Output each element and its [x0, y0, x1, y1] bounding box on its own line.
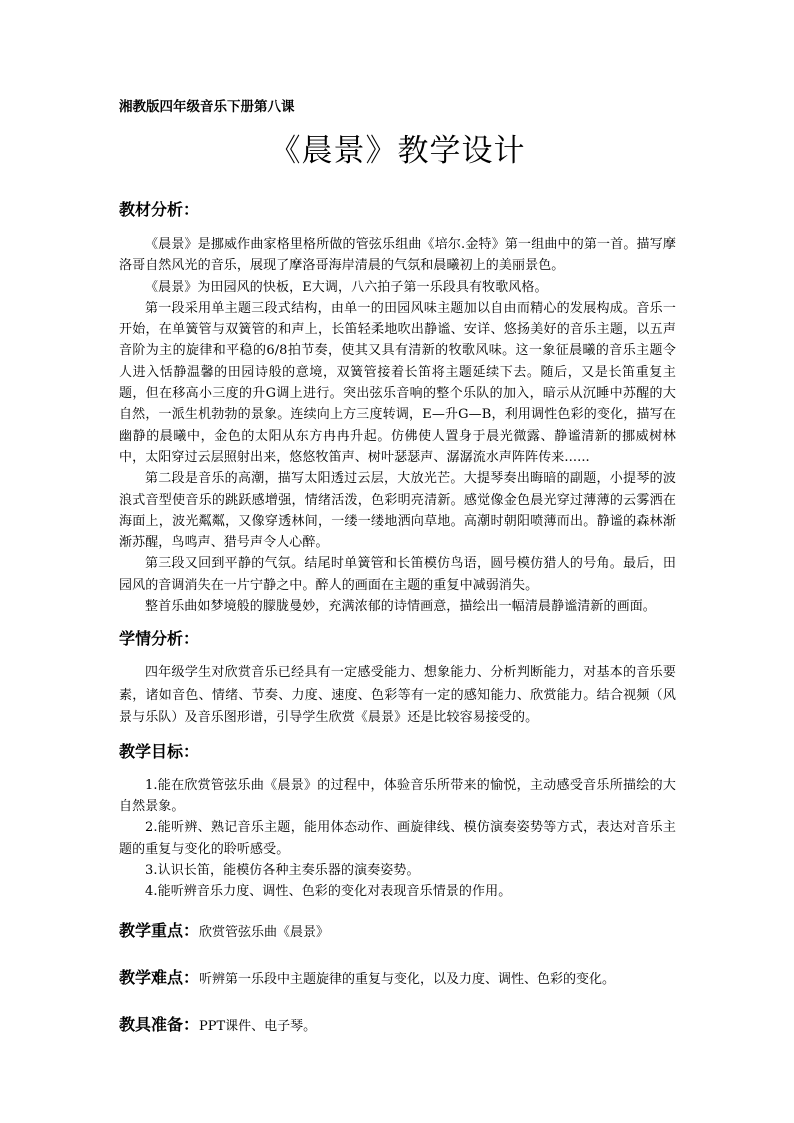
objective-item: 2.能听辨、熟记音乐主题，能用体态动作、画旋律线、模仿演奏姿势等方式，表达对音乐主题的重复与变化的聆听感受。	[119, 820, 676, 857]
difficulty-row	[119, 966, 676, 992]
difficulty-label: 教学难点：	[119, 967, 200, 987]
tools-label: 教具准备：	[119, 1014, 200, 1034]
material-analysis-heading: 教材分析：	[119, 200, 200, 219]
material-paragraph: 《晨景》为田园风的快板，E大调，八六拍子第一乐段具有牧歌风格。	[145, 279, 548, 295]
objective-item: 4.能听辨音乐力度、调性、色彩的变化对表现音乐情景的作用。	[145, 884, 512, 900]
student-paragraph: 四年级学生对欣赏音乐已经具有一定感受能力、想象能力、分析判断能力，对基本的音乐要素，诸如音色、情绪、节奏、力度、速度、色彩等有一定的感知能力、欣赏能力。结合视频（风景与乐队）及音乐图形谱，引导学生欣赏《晨景》还是比较容易接受的。	[119, 665, 676, 726]
key-point-label: 教学重点：	[119, 920, 200, 940]
material-paragraph: 第二段是音乐的高潮，描写太阳透过云层，大放光芒。大提琴奏出晦暗的副题，小提琴的波浪式音型使音乐的跳跃感增强，情绪活泼，色彩明亮清新。感觉像金色晨光穿过薄薄的云雾洒在海面上，波光粼粼，又像穿透林间，一缕一缕地洒向草地。高潮时朝阳喷薄而出。静谧的森林渐渐苏醒，鸟鸣声、猎号声令人心醉。	[119, 471, 676, 551]
student-analysis-body	[119, 662, 676, 730]
course-line: 湘教版四年级音乐下册第八课	[119, 99, 295, 115]
objective-item: 1.能在欣赏管弦乐曲《晨景》的过程中，体验音乐所带来的愉悦，主动感受音乐所描绘的大自然景象。	[119, 777, 676, 815]
document-title: 《晨景》教学设计	[269, 133, 526, 169]
material-paragraph: 第一段采用单主题三段式结构，由单一的田园风味主题加以自由而精心的发展构成。音乐一开始，在单簧管与双簧管的和声上，长笛轻柔地吹出静谧、安详、悠扬美好的音乐主题，以五声音阶为主的旋律和平稳的6/8拍节奏，使其又具有清新的牧歌风味。这一象征晨曦的音乐主题令人进入恬静温馨的田园诗般的意境，双簧管接着长笛将主题延续下去。随后，又是长笛重复主题，但在移高小三度的升G调上进行。突出弦乐音响的整个乐队的加入，暗示从沉睡中苏醒的大自然，一派生机勃勃的景象。连续向上方三度转调，E—升G—B，利用调性色彩的变化，描写在幽静的晨曦中，金色的太阳从东方冉冉升起。仿佛使人置身于晨光微露、静谧清新的挪威树林中，太阳穿过云层照射出来，悠悠牧笛声、树叶瑟瑟声、潺潺流水声阵阵传来......	[119, 300, 676, 465]
tools-text: PPT课件、电子琴。	[199, 1018, 317, 1034]
document-page	[119, 96, 676, 1039]
material-paragraph: 第三段又回到平静的气氛。结尾时单簧管和长笛模仿鸟语，圆号模仿猎人的号角。最后，田园风的音调消失在一片宁静之中。醉人的画面在主题的重复中减弱消失。	[119, 556, 676, 593]
key-point-row	[119, 919, 676, 945]
tools-row	[119, 1013, 676, 1039]
objective-item: 3.认识长笛，能模仿各种主奏乐器的演奏姿势。	[145, 863, 420, 879]
material-analysis-body	[119, 234, 676, 617]
objectives-heading: 教学目标：	[119, 741, 200, 761]
material-paragraph: 整首乐曲如梦境般的朦胧曼妙，充满浓郁的诗情画意，描绘出一幅清晨静谧清新的画面。	[145, 599, 656, 615]
key-point-text: 欣赏管弦乐曲《晨景》	[199, 924, 330, 940]
difficulty-text: 听辨第一乐段中主题旋律的重复与变化，以及力度、调性、色彩的变化。	[199, 971, 616, 987]
student-analysis-heading: 学情分析：	[119, 629, 200, 649]
objectives-list	[119, 775, 676, 903]
material-paragraph: 《晨景》是挪威作曲家格里格所做的管弦乐组曲《培尔.金特》第一组曲中的第一首。描写摩洛哥自然风光的音乐，展现了摩洛哥海岸清晨的气氛和晨曦初上的美丽景色。	[119, 237, 676, 274]
